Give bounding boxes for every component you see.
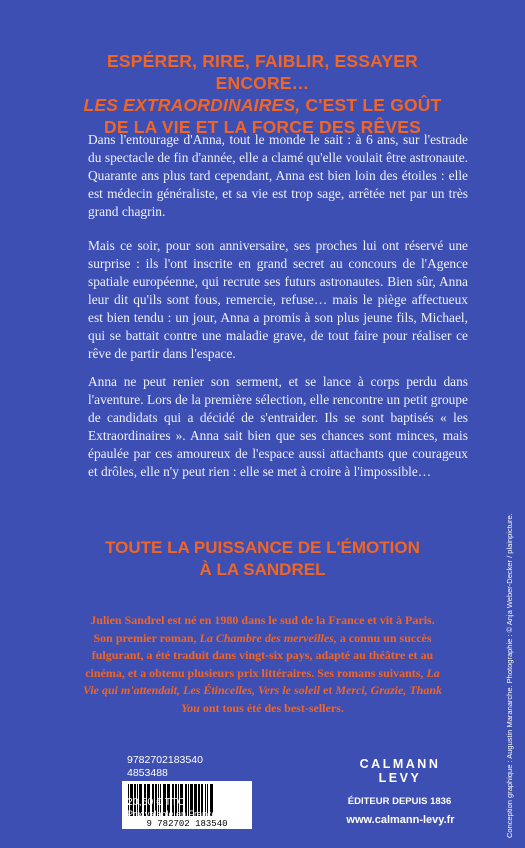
cover-headline xyxy=(60,50,465,138)
price-note: Prix valable en France xyxy=(127,809,217,819)
cover-credits: Conception graphique : Augustin Maranarche. Photographie : © Anja Weber-Decker / plainpicture. xyxy=(505,513,514,838)
bio-book-title-1: La Chambre des merveilles, xyxy=(199,630,337,645)
synopsis-paragraph-1: Dans l'entourage d'Anna, tout le monde le sait : à 6 ans, sur l'estrade du spectacle de fin d'année, elle a clamé qu'elle voulait être astronaute. Quarante ans plus tard cependant, Anna est bien loin des étoiles : elle est médecin généraliste, et sa vie est trop sage, arrêtée net par un très grand chagrin. xyxy=(88,132,468,219)
barcode-digits: 9 782702 183540 xyxy=(146,819,228,829)
author-bio xyxy=(80,612,445,718)
headline-book-title: LES EXTRAORDINAIRES, xyxy=(83,95,301,115)
bio-text-1: Julien Sandrel est né en 1980 dans le sud de la France et vit à Paris. Son premier roman, xyxy=(90,613,435,645)
bio-text-3: et xyxy=(320,683,336,698)
internal-code: 4853488 xyxy=(127,767,168,779)
sub-headline-line-2: À LA SANDREL xyxy=(199,560,326,579)
sub-headline xyxy=(70,537,455,581)
publisher-tagline: ÉDITEUR DEPUIS 1836 xyxy=(347,796,452,807)
headline-line-2-rest: C'EST LE GOÛT xyxy=(300,95,442,115)
headline-line-2 xyxy=(60,94,465,116)
isbn-number: 9782702183540 xyxy=(127,754,203,766)
price: 20,50 € TTC xyxy=(127,796,186,808)
bio-book-title-3: Merci, Grazie, Thank You xyxy=(181,683,442,715)
publisher-logo xyxy=(350,757,450,785)
synopsis-paragraph-3: Anna ne peut renier son serment, et se lance à corps perdu dans l'aventure. Lors de la première sélection, elle rencontre un petit groupe de candidats qui a décidé de s'entraider. Ils se sont baptisés « les Extraordinaires ». Anna sait bien que ses chances sont minces, mais épaulée par ces amoureux de l'espace aussi attachants que courageux et drôles, elle n'y peut rien : elle se met à croire à l'impossible… xyxy=(88,374,468,479)
logo-top: CALMANN xyxy=(359,757,441,771)
headline-line-3: DE LA VIE ET LA FORCE DES RÊVES xyxy=(103,117,422,137)
bio-text-2: a connu un succès fulgurant, a été traduit dans vingt-six pays, adapté au théâtre et au cinéma, et a obtenu plusieurs prix littéraires. Ses romans suivants, xyxy=(85,630,434,680)
synopsis-paragraph-2: Mais ce soir, pour son anniversaire, ses proches lui ont réservé une surprise : ils l'ont inscrite en grand secret au concours de l'Agence spatiale européenne, qui recrute ses futurs astronautes. Bien sûr, Anna leur dit qu'ils sont fous, remercie, refuse… mais le piège affectueux est bien tendu : un jour, Anna a promis à son plus jeune fils, Michael, qui se battait contre une maladie grave, de tout faire pour réaliser ce rêve de partir dans l'espace. xyxy=(88,238,468,361)
logo-bottom: LEVY xyxy=(378,771,422,785)
bio-text-4: ont tous été des best-sellers. xyxy=(199,700,344,715)
sub-headline-line-1: TOUTE LA PUISSANCE DE L'ÉMOTION xyxy=(105,538,420,557)
publisher-website: www.calmann-levy.fr xyxy=(346,814,455,826)
headline-line-1: ESPÉRER, RIRE, FAIBLIR, ESSAYER ENCORE… xyxy=(107,51,418,93)
bio-book-title-2: La Vie qui m'attendait, Les Étincelles, Vers le soleil xyxy=(83,665,440,698)
